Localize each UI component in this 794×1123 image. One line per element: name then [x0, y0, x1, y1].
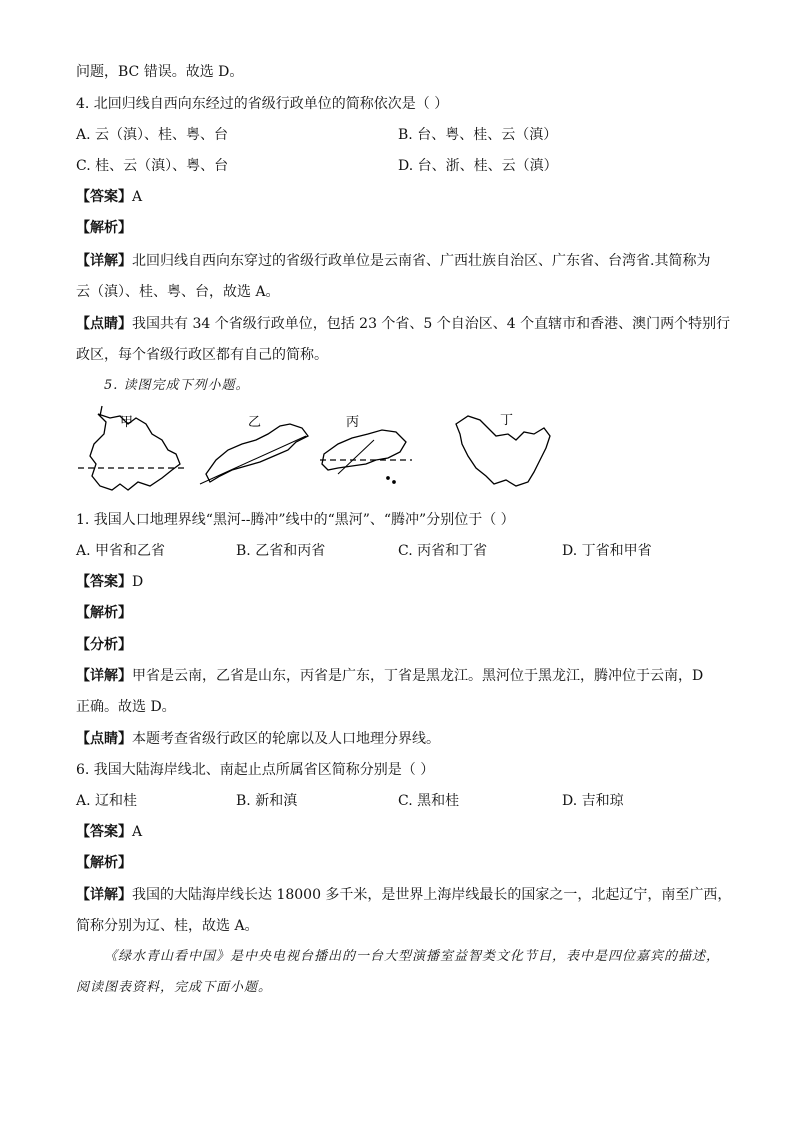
fenxi-tag	[76, 635, 132, 655]
detail-tag: 【详解】	[76, 887, 132, 903]
q6-option-c: C. 黑和桂	[398, 793, 460, 809]
q4-option-d: D. 台、浙、桂、云（滇）	[398, 158, 558, 174]
province-outline-maps	[76, 404, 556, 494]
q5-option-c: C. 丙省和丁省	[398, 543, 488, 559]
detail-tag: 【详解】	[76, 253, 132, 269]
question-5-1: 1. 我国人口地理界线“黑河--腾冲”线中的“黑河”、“腾冲”分别位于（ ）	[76, 512, 515, 528]
point-line	[76, 314, 730, 334]
detail-line-2: 简称分别为辽、桂，故选 A。	[76, 918, 259, 934]
question-6: 6. 我国大陆海岸线北、南起止点所属省区简称分别是（ ）	[76, 762, 435, 778]
answer-line	[76, 187, 142, 207]
answer-value: D	[132, 574, 144, 590]
q4-option-b: B. 台、粤、桂、云（滇）	[398, 127, 558, 143]
q5-option-b: B. 乙省和丙省	[236, 543, 326, 559]
map-label-ding: 丁	[500, 413, 514, 428]
map-bing	[320, 430, 412, 483]
answer-line	[76, 822, 142, 842]
section-intro: 《绿水青山看中国》是中央电视台播出的一台大型演播室益智类文化节目，表中是四位嘉宾的描述，	[104, 949, 721, 964]
question-4: 4. 北回归线自西向东经过的省级行政单位的简称依次是（ ）	[76, 96, 449, 112]
point-tag: 【点睛】	[76, 316, 132, 332]
map-label-jia: 甲	[120, 415, 134, 430]
detail-text: 北回归线自西向东穿过的省级行政单位是云南省、广西壮族自治区、广东省、台湾省.其简称为	[132, 253, 711, 269]
q5-option-d: D. 丁省和甲省	[562, 543, 652, 559]
detail-text: 甲省是云南，乙省是山东，丙省是广东，丁省是黑龙江。黑河位于黑龙江，腾冲位于云南，D	[132, 668, 704, 684]
q6-option-a: A. 辽和桂	[76, 793, 138, 809]
q4-option-a: A. 云（滇）、桂、粤、台	[76, 127, 229, 143]
detail-line	[76, 666, 703, 686]
point-tag: 【点睛】	[76, 731, 132, 747]
analysis-tag-text: 【解析】	[76, 855, 132, 871]
detail-line	[76, 885, 731, 905]
answer-tag: 【答案】	[76, 189, 132, 205]
analysis-tag	[76, 218, 132, 238]
text-line: 问题，BC 错误。故选 D。	[76, 64, 244, 80]
section-intro-2: 阅读图表资料，完成下面小题。	[76, 980, 273, 995]
answer-tag: 【答案】	[76, 824, 132, 840]
question-5-intro: 5. 读图完成下列小题。	[104, 378, 250, 393]
fenxi-tag-text: 【分析】	[76, 637, 132, 653]
q6-option-b: B. 新和滇	[236, 793, 298, 809]
point-line-2: 政区，每个省级行政区都有自己的简称。	[76, 347, 328, 363]
point-text: 本题考查省级行政区的轮廓以及人口地理分界线。	[132, 731, 440, 747]
detail-text: 我国的大陆海岸线长达 18000 多千米，是世界上海岸线最长的国家之一，北起辽宁，南至广西，	[132, 887, 732, 903]
analysis-tag-text: 【解析】	[76, 220, 132, 236]
answer-line	[76, 572, 143, 592]
q6-option-d: D. 吉和琼	[562, 793, 624, 809]
q5-option-a: A. 甲省和乙省	[76, 543, 166, 559]
map-label-bing: 丙	[346, 415, 360, 430]
q4-option-c: C. 桂、云（滇）、粤、台	[76, 158, 229, 174]
analysis-tag	[76, 603, 132, 623]
detail-line-2: 正确。故选 D。	[76, 699, 176, 715]
answer-value: A	[132, 189, 143, 205]
map-yi	[200, 424, 308, 484]
point-line	[76, 729, 440, 749]
detail-line-2: 云（滇）、桂、粤、台，故选 A。	[76, 284, 280, 300]
answer-tag: 【答案】	[76, 574, 132, 590]
answer-value: A	[132, 824, 143, 840]
map-label-yi: 乙	[248, 415, 262, 430]
analysis-tag	[76, 853, 132, 873]
detail-line	[76, 251, 710, 271]
detail-tag: 【详解】	[76, 668, 132, 684]
point-text: 我国共有 34 个省级行政单位，包括 23 个省、5 个自治区、4 个直辖市和香港、澳门两个特别行	[132, 316, 731, 332]
analysis-tag-text: 【解析】	[76, 605, 132, 621]
